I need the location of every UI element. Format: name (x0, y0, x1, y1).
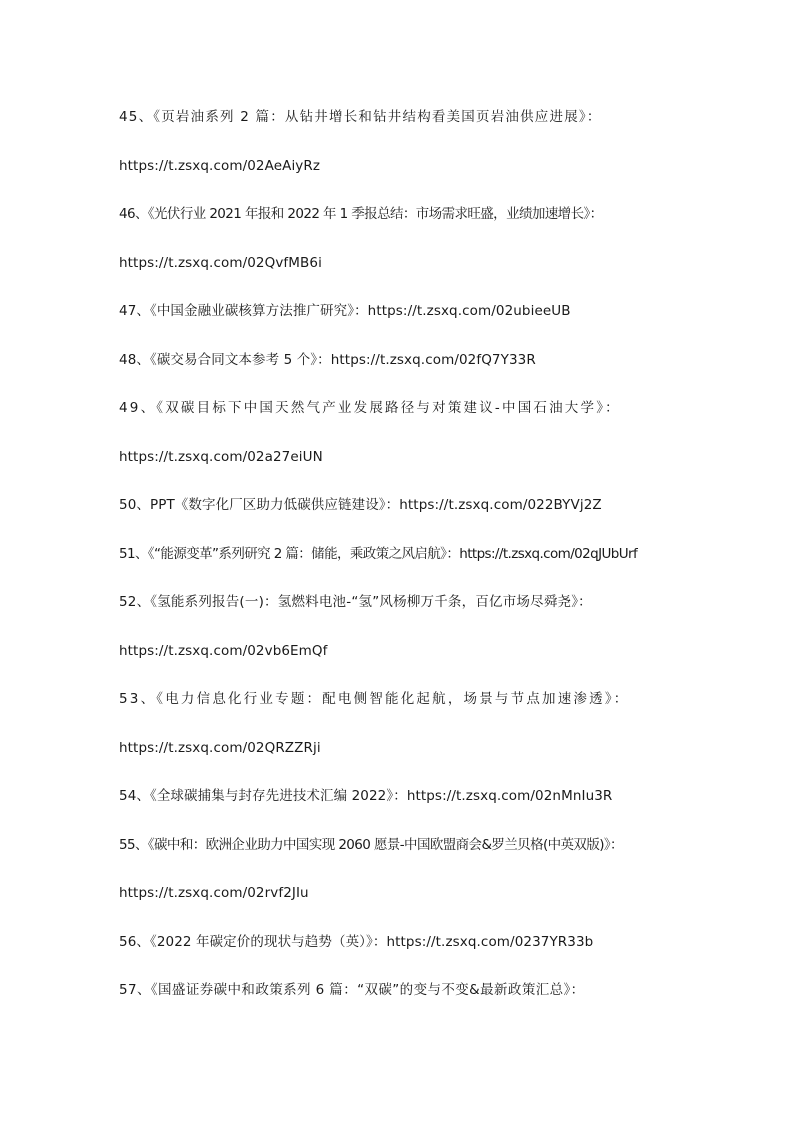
entry-46-link[interactable]: https://t.zsxq.com/02QvfMB6i (119, 255, 322, 271)
entry-49-link[interactable]: https://t.zsxq.com/02a27eiUN (119, 449, 323, 465)
entry-57-title: 57、《国盛证券碳中和政策系列 6 篇：“双碳”的变与不变&最新政策汇总》： (119, 982, 585, 998)
entry-52-link[interactable]: https://t.zsxq.com/02vb6EmQf (119, 643, 328, 659)
entry-52-title: 52、《氢能系列报告(一)：氢燃料电池-“氢”风杨柳万千条，百亿市场尽舜尧》： (119, 594, 592, 610)
entry-51-line: 51、《“能源变革”系列研究 2 篇：储能，乘政策之风启航》：https://t.zsxq.com/02qJUbUrf (119, 546, 638, 562)
entry-50-line: 50、PPT《数字化厂区助力低碳供应链建设》：https://t.zsxq.com/022BYVj2Z (119, 497, 602, 513)
entry-48-line: 48、《碳交易合同文本参考 5 个》：https://t.zsxq.com/02fQ7Y33R (119, 352, 536, 368)
entry-49-title: 49、《双碳目标下中国天然气产业发展路径与对策建议-中国石油大学》： (119, 400, 621, 416)
entry-54-line: 54、《全球碳捕集与封存先进技术汇编 2022》：https://t.zsxq.com/02nMnIu3R (119, 788, 613, 804)
entry-46-title: 46、《光伏行业 2021 年报和 2022 年 1 季报总结：市场需求旺盛，业绩加速增长》： (119, 206, 603, 222)
entry-53-title: 53、《电力信息化行业专题：配电侧智能化起航，场景与节点加速渗透》： (119, 691, 630, 707)
entry-45-title: 45、《页岩油系列 2 篇：从钻井增长和钻井结构看美国页岩油供应进展》： (119, 109, 602, 125)
entry-55-title: 55、《碳中和：欧洲企业助力中国实现 2060 愿景-中国欧盟商会&罗兰贝格(中英双版)》： (119, 837, 623, 853)
entry-45-link[interactable]: https://t.zsxq.com/02AeAiyRz (119, 158, 321, 174)
entry-56-line: 56、《2022 年碳定价的现状与趋势（英）》：https://t.zsxq.com/0237YR33b (119, 934, 594, 950)
entry-47-line: 47、《中国金融业碳核算方法推广研究》：https://t.zsxq.com/02ubieeUB (119, 303, 571, 319)
entry-55-link[interactable]: https://t.zsxq.com/02rvf2JIu (119, 885, 309, 901)
entry-53-link[interactable]: https://t.zsxq.com/02QRZZRji (119, 740, 321, 756)
